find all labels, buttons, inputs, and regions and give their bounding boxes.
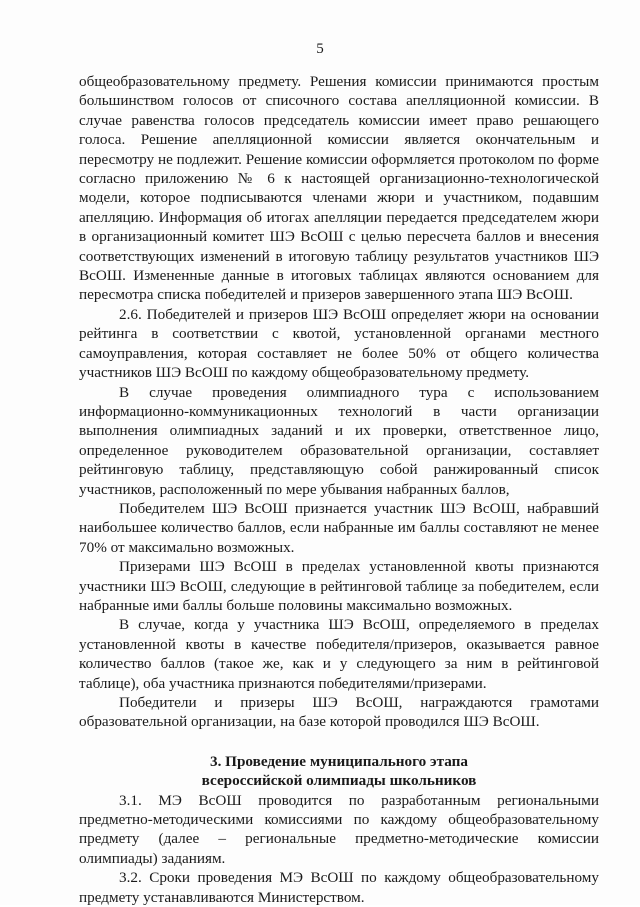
- paragraph-winner: Победителем ШЭ ВсОШ признается участник ШЭ ВсОШ, набравший наибольшее количество баллов, если набранные им баллы составляют не менее 70% от максимально возможных.: [79, 499, 599, 556]
- document-body: [79, 72, 599, 907]
- section-title-line-1: 3. Проведение муниципального этапа: [209, 752, 469, 770]
- paragraph-equal-scores: В случае, когда у участника ШЭ ВсОШ, определяемого в пределах установленной квоты в качестве победителя/призеров, оказывается равное количество баллов (такое же, как и у следующего за ним в рейтинговой таблице), оба участника признаются победителями/призерами.: [79, 616, 599, 692]
- paragraph-ict-rating: В случае проведения олимпиадного тура с использованием информационно-коммуникационных технологий в части организации выполнения олимпиадных заданий и их проверки, ответственное лицо, определенное руководителем образовательной организации, составляет рейтинговую таблицу, представляющую собой ранжированный список участников, расположенный по мере убывания набранных баллов,: [79, 383, 599, 498]
- paragraph-3-1: 3.1. МЭ ВсОШ проводится по разработанным региональными предметно-методическими комиссиями по каждому общеобразовательному предмету (далее – региональные предметно-методические комиссии олимпиады) заданиям.: [79, 791, 599, 867]
- paragraph-3-2: 3.2. Сроки проведения МЭ ВсОШ по каждому общеобразовательному предмету устанавливаются Министерством.: [79, 869, 599, 906]
- paragraph-appeal-decision: общеобразовательному предмету. Решения комиссии принимаются простым большинством голосов от списочного состава апелляционной комиссии. В случае равенства голосов председатель комиссии имеет право решающего голоса. Решение апелляционной комиссии является окончательным и пересмотру не подлежит. Решение комиссии оформляется протоколом по форме согласно приложению № 6 к настоящей организационно-технологической модели, которое подписываются членами жюри и участником, подавшим апелляцию. Информация об итогах апелляции передается председателем жюри в организационный комитет ШЭ ВсОШ с целью пересчета баллов и внесения соответствующих изменений в итоговую таблицу результатов участников ШЭ ВсОШ. Измененные данные в итоговых таблицах являются основанием для пересмотра списка победителей и призеров завершенного этапа ШЭ ВсОШ.: [79, 73, 599, 304]
- paragraph-prizewinners: Призерами ШЭ ВсОШ в пределах установленной квоты признаются участники ШЭ ВсОШ, следующие в рейтинговой таблице за победителем, если набранные ими баллы больше половины максимально возможных.: [79, 558, 599, 614]
- page-number: 5: [316, 41, 324, 57]
- paragraph-awards: Победители и призеры ШЭ ВсОШ, награждаются грамотами образовательной организации, на базе которой проводился ШЭ ВсОШ.: [79, 694, 599, 731]
- section-3-heading: [79, 752, 599, 791]
- section-title-line-2: всероссийской олимпиады школьников: [201, 772, 477, 790]
- paragraph-2-6: 2.6. Победителей и призеров ШЭ ВсОШ определяет жюри на основании рейтинга в соответствии с квотой, установленной органами местного самоуправления, которая составляет не более 50% от общего количества участников ШЭ ВсОШ по каждому общеобразовательному предмету.: [79, 305, 599, 382]
